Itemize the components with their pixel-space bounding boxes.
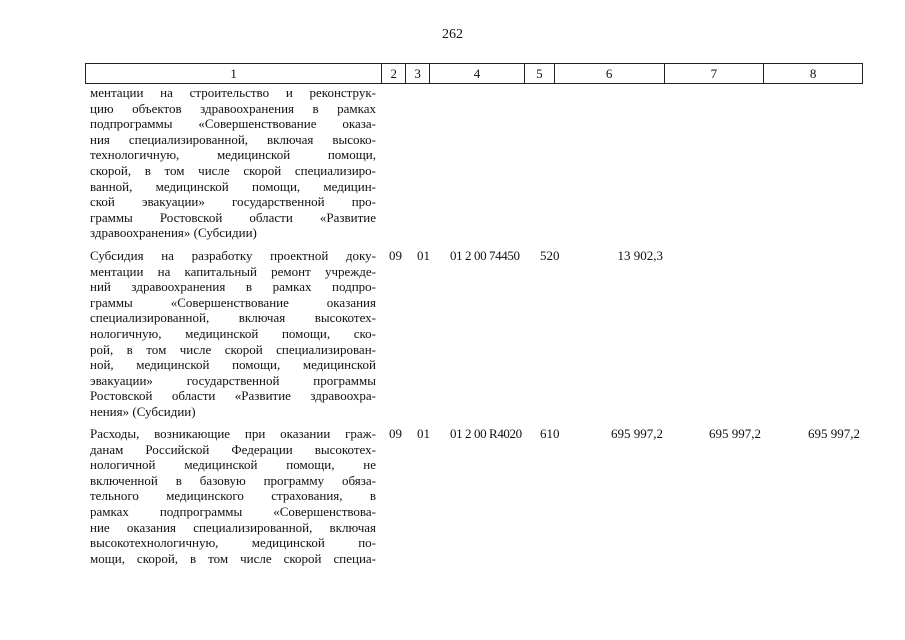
page-number: 262 (442, 27, 463, 42)
text-line: включенной в базовую программу обяза- (90, 472, 376, 488)
table-header-row (85, 63, 863, 84)
cell-amount-1: 13 902,3 (617, 248, 663, 263)
text-line: рой, в том числе скорой специализирован- (90, 341, 376, 357)
cell-expense-type: 520 (540, 248, 560, 263)
cell-subsection: 01 (417, 426, 430, 441)
text-line: технологичную, медицинской помощи, (90, 147, 376, 163)
text-line: тельного медицинского страхования, в (90, 488, 376, 504)
text-line: граммы «Совершенствование оказания (90, 294, 376, 310)
text-line: эвакуации» государственной программы (90, 372, 376, 388)
text-line: рамках подпрограммы «Совершенствова- (90, 503, 376, 519)
text-line: ние оказания специализированной, включая (90, 519, 376, 535)
cell-amount-3: 695 997,2 (808, 426, 860, 441)
cell-target-article: 01 2 00 R4020 (450, 426, 522, 441)
cell-amount-2: 695 997,2 (709, 426, 761, 441)
header-col-4: 4 (430, 64, 525, 83)
text-line: здравоохранения» (Субсидии) (90, 225, 257, 241)
text-line: граммы Ростовской области «Развитие (90, 209, 376, 225)
row-description (90, 248, 376, 420)
cell-amount-1: 695 997,2 (611, 426, 663, 441)
cell-subsection: 01 (417, 248, 430, 263)
text-line: ской эвакуации» государственной про- (90, 194, 376, 210)
header-col-5: 5 (525, 64, 555, 83)
text-line: Ростовской области «Развитие здравоохра- (90, 388, 376, 404)
text-line: Субсидия на разработку проектной доку- (90, 248, 376, 263)
text-line: подпрограммы «Совершенствование оказа- (90, 116, 376, 132)
row-description (90, 85, 376, 241)
cell-section: 09 (389, 248, 402, 263)
text-line: ния специализированной, включая высоко- (90, 131, 376, 147)
header-col-8: 8 (809, 66, 817, 81)
text-line: ний здравоохранения в рамках подпро- (90, 279, 376, 295)
text-line: ментации на капитальный ремонт учрежде- (90, 263, 376, 279)
header-col-3: 3 (406, 64, 430, 83)
header-col-1: 1 (86, 64, 382, 83)
text-line: Расходы, возникающие при оказании граж- (90, 426, 376, 441)
text-line: нения» (Субсидии) (90, 403, 196, 419)
text-line: специализированной, включая высокотех- (90, 310, 376, 326)
text-line: цию объектов здравоохранения в рамках (90, 100, 376, 116)
text-line: мощи, скорой, в том числе скорой специа- (90, 550, 376, 566)
cell-expense-type: 610 (540, 426, 560, 441)
text-line: данам Российской Федерации высокотех- (90, 441, 376, 457)
cell-target-article: 01 2 00 74450 (450, 248, 520, 263)
header-col-6: 6 (555, 64, 665, 83)
cell-section: 09 (389, 426, 402, 441)
row-description (90, 426, 376, 566)
text-line: высокотехнологичную, медицинской по- (90, 535, 376, 551)
text-line: скорой, в том числе скорой специализиро- (90, 162, 376, 178)
text-line: нологичную, медицинской помощи, ско- (90, 325, 376, 341)
header-col-2: 2 (382, 64, 406, 83)
text-line: ментации на строительство и реконструк- (90, 85, 376, 100)
text-line: ной, медицинской помощи, медицинской (90, 357, 376, 373)
text-line: нологичной медицинской помощи, не (90, 457, 376, 473)
header-col-7: 7 (665, 64, 765, 83)
text-line: ванной, медицинской помощи, медицин- (90, 178, 376, 194)
